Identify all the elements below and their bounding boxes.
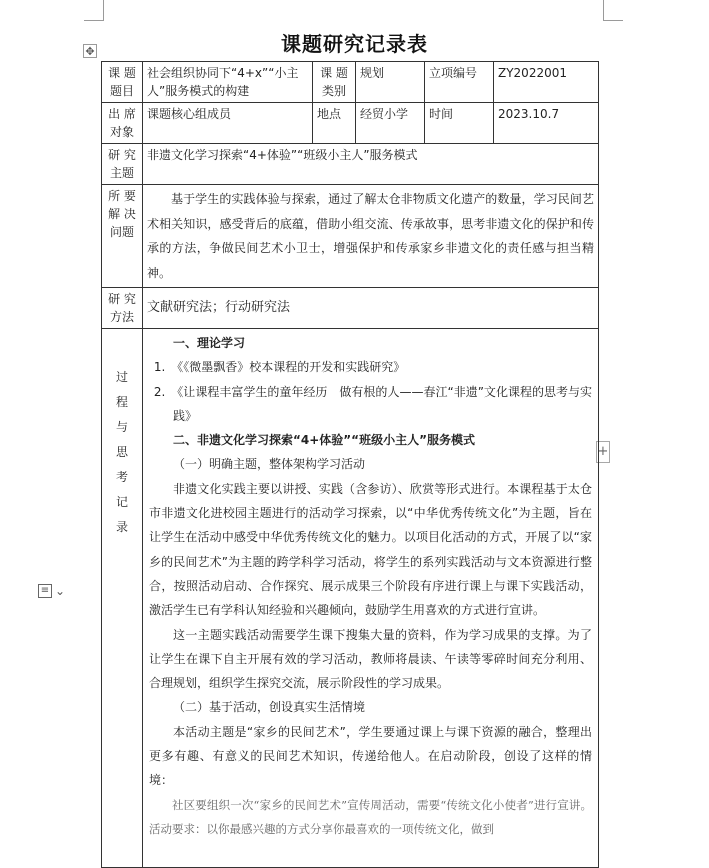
audience-label: 出 席 对象 bbox=[102, 103, 143, 144]
location-value[interactable]: 经贸小学 bbox=[356, 103, 425, 144]
process-label-char: 记 bbox=[115, 495, 128, 509]
chevron-down-icon: ⌄ bbox=[55, 584, 66, 598]
subheading: （二）基于活动，创设真实生活情境 bbox=[173, 700, 366, 715]
time-label: 时间 bbox=[425, 103, 494, 144]
process-label bbox=[102, 329, 143, 868]
list-text: 《让课程丰富学生的童年经历 做有根的人——春江“非遗”文化课程的思考与实践》 bbox=[173, 384, 592, 423]
list-number: 1. bbox=[153, 360, 166, 375]
problem-value: 基于学生的实践体验与探索，通过了解太仓非物质文化遗产的数量，学习民间艺术相关知识，感受背后的底蕴，借助小组交流、传承故事，思考非遗文化的保护和传承的方法，争做民间艺术小卫士，增强保护和传承家乡非遗文化的责任感与担当精神。 bbox=[147, 192, 594, 280]
theme-value[interactable]: 非遗文化学习探索“4+体验”“班级小主人”服务模式 bbox=[143, 144, 599, 185]
process-label-char: 录 bbox=[115, 520, 128, 534]
method-value[interactable]: 文献研究法；行动研究法 bbox=[143, 288, 599, 329]
theme-label: 研 究 主题 bbox=[102, 144, 143, 185]
table-move-handle-icon[interactable]: ✥ bbox=[83, 44, 97, 58]
section-heading-theory: 一、理论学习 bbox=[173, 336, 246, 350]
page-title: 课题研究记录表 bbox=[281, 32, 428, 56]
process-label-char: 程 bbox=[115, 395, 128, 409]
list-item bbox=[149, 355, 592, 379]
location-label: 地点 bbox=[313, 103, 356, 144]
topic-value[interactable]: 社会组织协同下“4+x”“小主人”服务模式的构建 bbox=[143, 62, 313, 103]
project-no-value[interactable]: ZY2022001 bbox=[494, 62, 599, 103]
crop-mark bbox=[84, 20, 104, 21]
layout-options-icon: ≡ bbox=[38, 584, 52, 598]
layout-options-button[interactable] bbox=[38, 580, 78, 602]
list-text: 《《微墨飘香》校本课程的开发和实践研究》 bbox=[177, 360, 406, 375]
record-body[interactable] bbox=[143, 329, 599, 868]
list-number: 2. bbox=[153, 384, 166, 399]
category-label: 课 题 类别 bbox=[313, 62, 356, 103]
list-item bbox=[149, 380, 592, 429]
process-label-char: 过 bbox=[115, 370, 128, 384]
paragraph: 非遗文化实践主要以讲授、实践（含参访）、欣赏等形式进行。本课程基于太仓市非遗文化进校园主题进行的活动学习探索，以“中华优秀传统文化”为主题，旨在让学生在活动中感受中华优秀传统文化的魅力。以项目化活动的方式，开展了以“家乡的民间艺术”为主题的跨学科学习活动，将学生的系列实践活动与文本资源进行整合，按照活动启动、合作探究、展示成果三个阶段有序进行课上与课下实践活动，激活学生已有学科认知经验和兴趣倾向，鼓励学生用喜欢的方式进行宣讲。 bbox=[149, 481, 592, 618]
section-heading-practice: 二、非遗文化学习探索“4+体验”“班级小主人”服务模式 bbox=[173, 433, 475, 448]
crop-mark bbox=[103, 0, 104, 20]
paragraph: 本活动主题是“家乡的民间艺术”，学生要通过课上与课下资源的融合，整理出更多有趣、有意义的民间艺术知识，传递给他人。在启动阶段，创设了这样的情境： bbox=[149, 724, 592, 788]
add-column-icon[interactable]: + bbox=[596, 441, 610, 463]
problem-cell[interactable] bbox=[143, 185, 599, 288]
time-value[interactable]: 2023.10.7 bbox=[494, 103, 599, 144]
record-table bbox=[101, 61, 599, 868]
project-no-label: 立项编号 bbox=[425, 62, 494, 103]
quote-paragraph: 社区要组织一次“家乡的民间艺术”宣传周活动，需要“传统文化小使者”进行宣讲。活动要求：以你最感兴趣的方式分享你最喜欢的一项传统文化，做到 bbox=[149, 797, 592, 836]
method-label: 研 究 方法 bbox=[102, 288, 143, 329]
category-value[interactable]: 规划 bbox=[356, 62, 425, 103]
subheading: （一）明确主题，整体架构学习活动 bbox=[173, 457, 366, 472]
topic-label: 课 题 题目 bbox=[102, 62, 143, 103]
crop-mark bbox=[603, 0, 604, 20]
process-label-char: 考 bbox=[115, 470, 128, 484]
crop-mark bbox=[603, 20, 623, 21]
process-label-char: 思 bbox=[115, 445, 128, 459]
problem-label: 所 要 解 决 问题 bbox=[102, 185, 143, 288]
paragraph: 这一主题实践活动需要学生课下搜集大量的资料，作为学习成果的支撑。为了让学生在课下自主开展有效的学习活动，教师将晨读、午读等零碎时间充分利用、合理规划，组织学生探究交流，展示阶段性的学习成果。 bbox=[149, 627, 592, 691]
audience-value[interactable]: 课题核心组成员 bbox=[143, 103, 313, 144]
process-label-char: 与 bbox=[115, 420, 128, 434]
